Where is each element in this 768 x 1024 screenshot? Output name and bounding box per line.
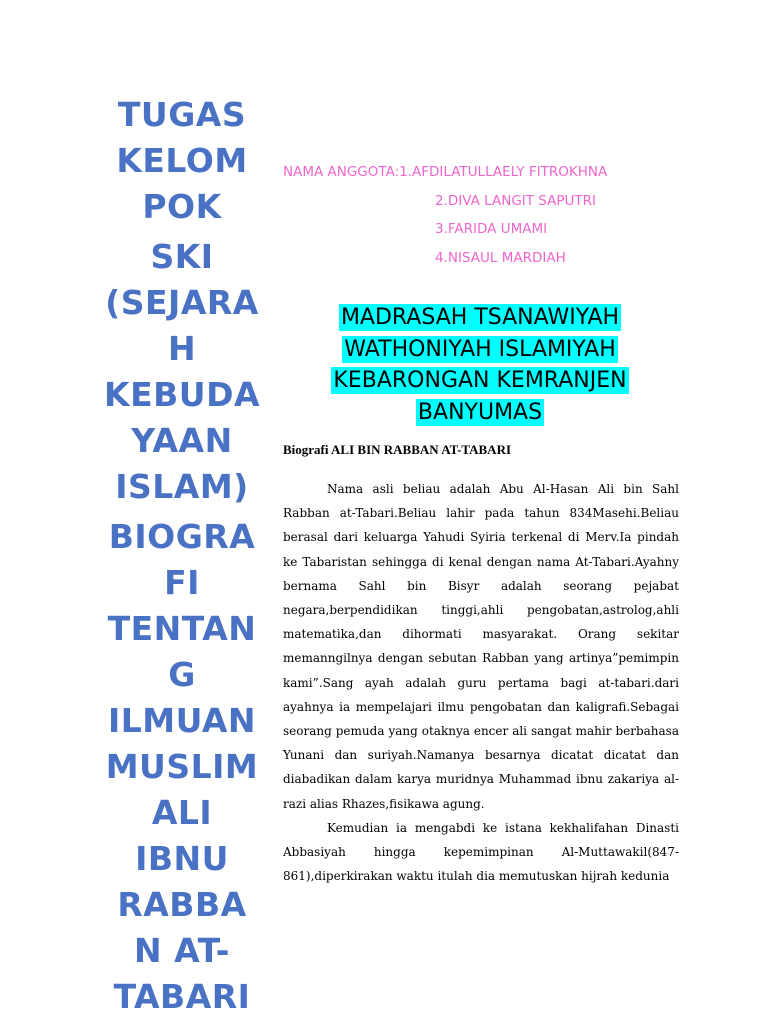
member-row-2: [283, 187, 703, 216]
member-name: 4.NISAUL MARDIAH: [435, 249, 566, 266]
member-label: NAMA ANGGOTA:: [283, 164, 400, 180]
school-line: WATHONIYAH ISLAMIYAH: [344, 336, 616, 362]
biography-body: [283, 477, 679, 888]
topic-title: BIOGRA FI TENTAN G ILMUAN MUSLIM ALI IBNU RABBA N AT-TABARI: [105, 517, 259, 1016]
member-list: [283, 158, 703, 272]
school-line: BANYUMAS: [417, 399, 543, 425]
biography-paragraph: Nama asli beliau adalah Abu Al-Hasan Ali bin Sahl Rabban at-Tabari.Beliau lahir pada tahun 834Masehi.Beliau berasal dari keluarga Yahudi Syiria terkenal di Merv.Ia pindah ke Tabaristan sehingga di kenal dengan nama At-Tabari.Ayahny bernama Sahl bin Bisyr adalah seorang pejabat negara,berpendidikan tinggi,ahli pengobatan,astrolog,ahli matematika,dan dihormati masyarakat. Orang sekitar memanngilnya dengan sebutan Rabban yang artinya”pemimpin kami”.Sang ayah adalah guru pertama bagi at-tabari.dari ayahnya ia mempelajari ilmu pengobatan dan kaligrafi.Sebagai seorang pemuda yang otaknya encer ali sangat mahir berbahasa Yunani dan suriyah.Namanya besarnya dicatat dicatat dan diabadikan dalam karya muridnya Muhammad ibnu zakariya al-razi alias Rhazes,fisikawa agung.: [283, 482, 679, 811]
school-name: [286, 302, 674, 428]
member-name: 3.FARIDA UMAMI: [435, 221, 548, 237]
member-name: 2.DIVA LANGIT SAPUTRI: [435, 192, 596, 209]
member-row-3: [283, 215, 703, 244]
biography-heading: Biografi ALI BIN RABBAN AT-TABARI: [283, 442, 512, 457]
member-name: 1.AFDILATULLAELY FITROKHNA: [399, 164, 608, 180]
assignment-title: TUGAS KELOM POK: [116, 95, 248, 226]
member-row-1: [283, 158, 703, 187]
subject-title: SKI (SEJARA H KEBUDA YAAN ISLAM): [104, 237, 260, 506]
school-line: KEBARONGAN KEMRANJEN: [333, 368, 627, 393]
member-row-4: [283, 244, 703, 273]
title-block: [96, 92, 268, 1024]
biography-paragraph: Kemudian ia mengabdi ke istana kekhalifahan Dinasti Abbasiyah hingga kepemimpinan Al-Muttawakil(847-861),diperkirakan waktu itulah dia memutuskan hijrah kedunia: [283, 820, 679, 884]
school-line: MADRASAH TSANAWIYAH: [340, 305, 620, 330]
